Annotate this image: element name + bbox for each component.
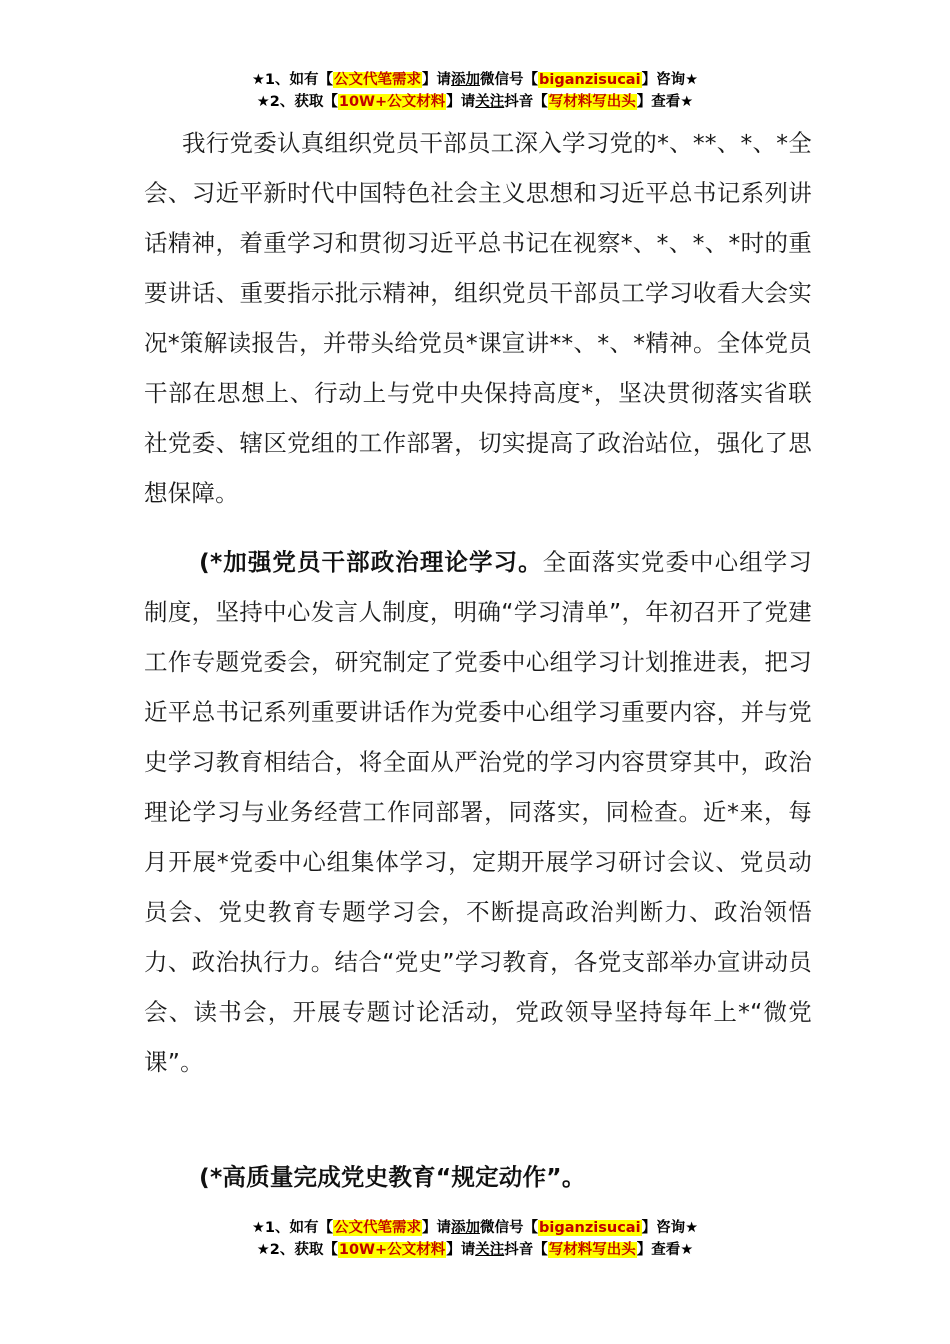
highlight-materials: 10W+公文材料 [338,94,446,110]
promo-line-1: ★1、如有【公文代笔需求】请添加微信号【biganzisucai】咨询★ [251,72,699,88]
paragraph-party-history [144,1152,812,1202]
paragraph-theory-study [144,537,812,1087]
paragraph-text: 全面落实党委中心组学习制度，坚持中心发言人制度，明确“学习清单”，年初召开了党建工作专题党委会，研究制定了党委中心组学习计划推进表，把习近平总书记系列重要讲话作为党委中心组学习重要内容，并与党史学习教育相结合，将全面从严治党的学习内容贯穿其中，政治理论学习与业务经营工作同部署，同落实，同检查。近*来，每月开展*党委中心组集体学习，定期开展学习研讨会议、党员动员会、党史教育专题学习会，不断提高政治判断力、政治领悟力、政治执行力。结合“党史”学习教育，各党支部举办宣讲动员会、读书会，开展专题讨论活动，党政领导坚持每年上*“微党课”。 [144,548,813,1076]
highlight-douyin: 写材料写出头 [548,1242,636,1258]
highlight-service: 公文代笔需求 [334,1220,422,1236]
highlight-service: 公文代笔需求 [334,72,422,88]
promo-line-2: ★2、获取【10W+公文材料】请关注抖音【写材料写出头】查看★ [256,94,694,110]
section-heading: (*高质量完成党史教育“规定动作”。 [199,1163,586,1191]
paragraph-study-overview [144,118,812,518]
section-heading: (*加强党员干部政治理论学习。 [199,548,543,576]
promo-banner-bottom [0,1217,950,1261]
promo-banner-top [0,69,950,113]
highlight-douyin: 写材料写出头 [548,94,636,110]
promo-line-2: ★2、获取【10W+公文材料】请关注抖音【写材料写出头】查看★ [256,1242,694,1258]
paragraph-text: 我行党委认真组织党员干部员工深入学习党的*、**、*、*全会、习近平新时代中国特色社会主义思想和习近平总书记系列讲话精神，着重学习和贯彻习近平总书记在视察*、*、*、*时的重要讲话、重要指示批示精神，组织党员干部员工学习收看大会实况*策解读报告，并带头给党员*课宣讲**、*、*精神。全体党员干部在思想上、行动上与党中央保持高度*，坚决贯彻落实省联社党委、辖区党组的工作部署，切实提高了政治站位，强化了思想保障。 [144,129,812,507]
highlight-wechat-id: biganzisucai [539,72,641,88]
highlight-wechat-id: biganzisucai [539,1220,641,1236]
highlight-materials: 10W+公文材料 [338,1242,446,1258]
promo-line-1: ★1、如有【公文代笔需求】请添加微信号【biganzisucai】咨询★ [251,1220,699,1236]
